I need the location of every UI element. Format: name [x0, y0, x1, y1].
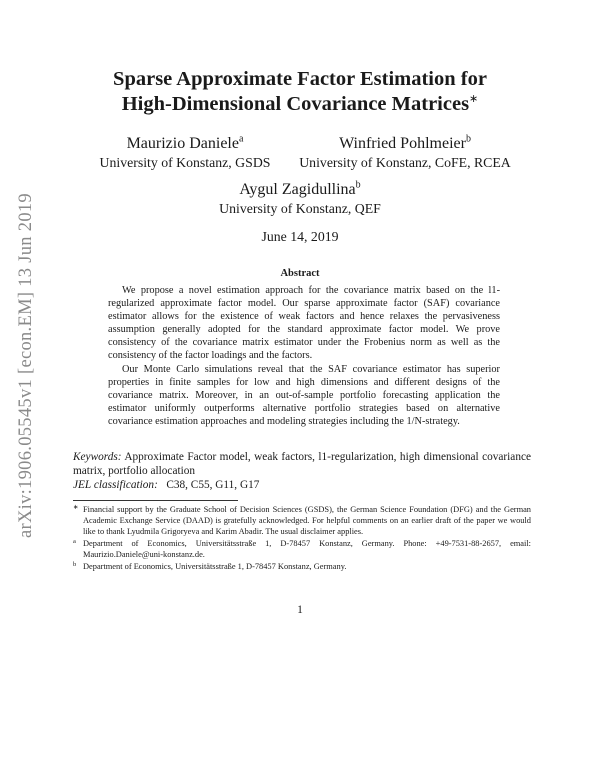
abstract-heading: Abstract	[280, 268, 320, 279]
title-footnote-mark: ∗	[469, 93, 479, 106]
footnote-b	[73, 561, 531, 572]
footnote-star-mark: ∗	[73, 504, 79, 511]
keywords-block	[73, 450, 531, 492]
author-3	[150, 180, 450, 218]
footnote-star-text: Financial support by the Graduate School of Decision Sciences (GSDS), the German Science Foundation (DFG) and the German Academic Exchange Service (DAAD) is gratefully acknowledged. For helpful comments on an earlier draft of the paper we would like to thank Lyudmila Grigoryeva and Karim Abadir. The usual disclaimer applies.	[83, 505, 531, 536]
author-2-name: Winfried Pohlmeier	[339, 135, 466, 152]
title-line-2: High-Dimensional Covariance Matrices	[121, 93, 470, 115]
author-2-affiliation: University of Konstanz, CoFE, RCEA	[299, 155, 511, 170]
keywords-text: Approximate Factor model, weak factors, l1-regularization, high dimensional covariance matrix, portfolio allocation	[73, 451, 532, 477]
footnote-a-mark: a	[73, 538, 76, 545]
author-3-affiliation: University of Konstanz, QEF	[219, 201, 381, 216]
author-2	[280, 134, 530, 172]
footnote-a	[73, 538, 531, 560]
author-1-mark: a	[238, 133, 244, 145]
abstract-paragraph-2: Our Monte Carlo simulations reveal that the SAF covariance estimator has superior properties in finite samples for low and high dimensions and different designs of the covariance matrix. Moreover, in an out-of-sample portfolio forecasting application the estimator uniformly outperforms alternative portfolio strategies based on alternative covariance estimation approaches and modeling strategies including the 1/N-strategy.	[108, 363, 500, 427]
paper-title	[60, 67, 540, 117]
abstract	[108, 284, 500, 428]
footnote-star	[73, 504, 531, 537]
author-1	[75, 134, 295, 172]
jel-text: C38, C55, G11, G17	[166, 479, 260, 491]
arxiv-stamp-text: arXiv:1906.05545v1 [econ.EM] 13 Jun 2019	[15, 192, 36, 538]
title-line-1: Sparse Approximate Factor Estimation for	[113, 68, 487, 90]
author-3-name: Aygul Zagidullina	[239, 181, 356, 198]
abstract-paragraph-1: We propose a novel estimation approach for the covariance matrix based on the l1-regularized approximate factor model. Our sparse approximate factor (SAF) covariance estimator allows for the existence of weak factors and hence relaxes the pervasiveness assumption generally adopted for the standard approximate factor model. We prove consistency of the covariance matrix estimator under the Frobenius norm as well as the consistency of the factor loadings and the factors.	[108, 285, 500, 362]
footnote-rule	[73, 500, 238, 501]
footnotes	[73, 504, 531, 573]
footnote-a-text: Department of Economics, Universitätsstraße 1, D-78457 Konstanz, Germany. Phone: +49-7531-88-2657, email: Maurizio.Daniele@uni-konstanz.de.	[83, 539, 531, 559]
page-number: 1	[297, 604, 303, 616]
author-3-mark: b	[355, 179, 361, 191]
footnote-b-mark: b	[73, 561, 77, 568]
footnote-b-text: Department of Economics, Universitätsstraße 1, D-78457 Konstanz, Germany.	[83, 562, 347, 571]
keywords-label: Keywords:	[73, 451, 122, 463]
author-2-mark: b	[465, 133, 471, 145]
author-1-name: Maurizio Daniele	[126, 135, 239, 152]
jel-label: JEL classification:	[73, 479, 158, 491]
author-1-affiliation: University of Konstanz, GSDS	[99, 155, 271, 170]
paper-date: June 14, 2019	[261, 229, 339, 244]
